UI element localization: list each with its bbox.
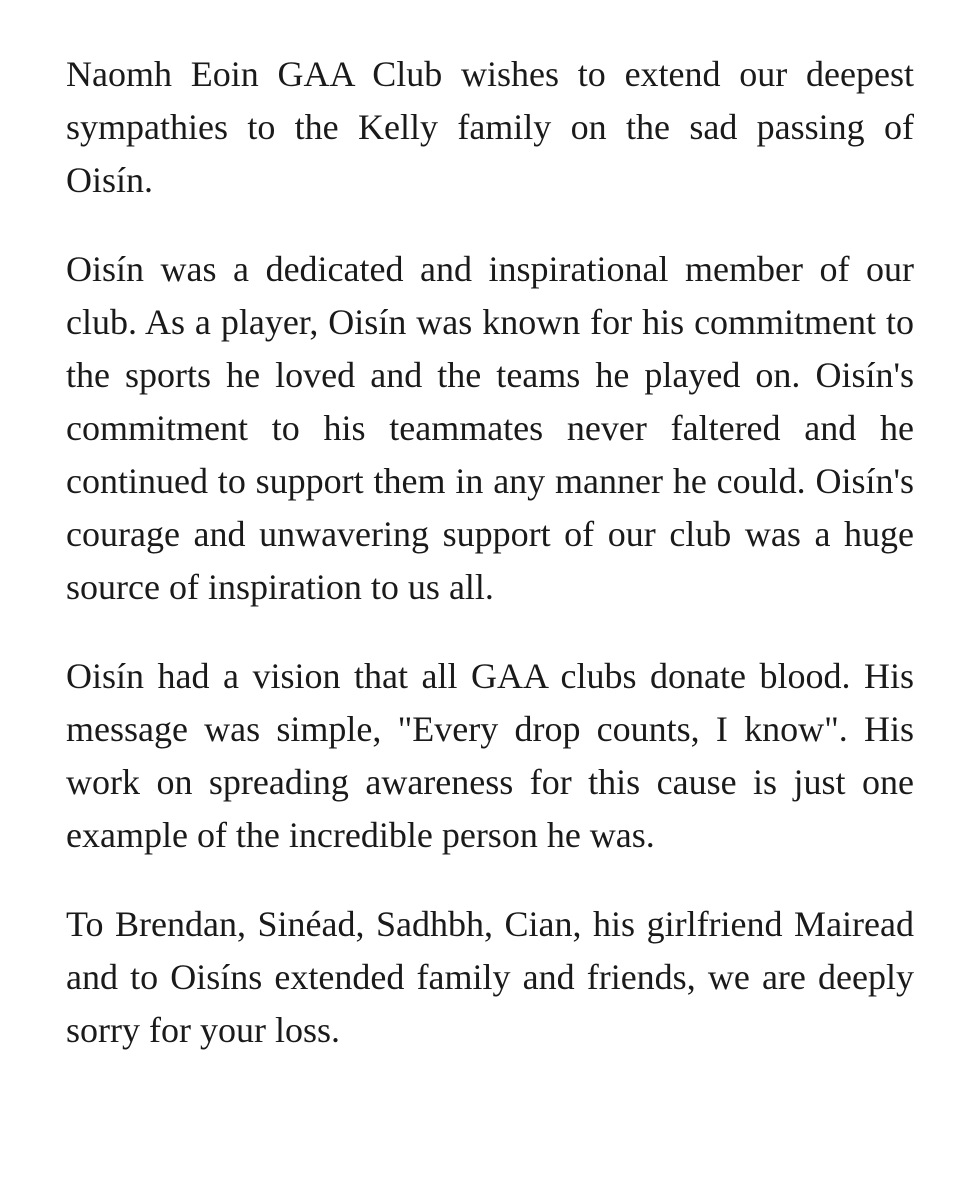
- paragraph-club-member-tribute: Oisín was a dedicated and inspirational member of our club. As a player, Oisín was known for his commitment to the sports he loved and the teams he played on. Oisín's commitment to his teammates never faltered and he continued to support them in any manner he could. Oisín's courage and unwavering support of our club was a huge source of inspiration to us all.: [66, 249, 914, 607]
- paragraph-opening-sympathies: Naomh Eoin GAA Club wishes to extend our deepest sympathies to the Kelly family on the sad passing of Oisín.: [66, 54, 914, 200]
- paragraph-blood-donation-vision: Oisín had a vision that all GAA clubs donate blood. His message was simple, "Every drop counts, I know". His work on spreading awareness for this cause is just one example of the incredible person he was.: [66, 656, 914, 855]
- paragraph-family-condolences: To Brendan, Sinéad, Sadhbh, Cian, his girlfriend Mairead and to Oisíns extended family and friends, we are deeply sorry for your loss.: [66, 904, 914, 1050]
